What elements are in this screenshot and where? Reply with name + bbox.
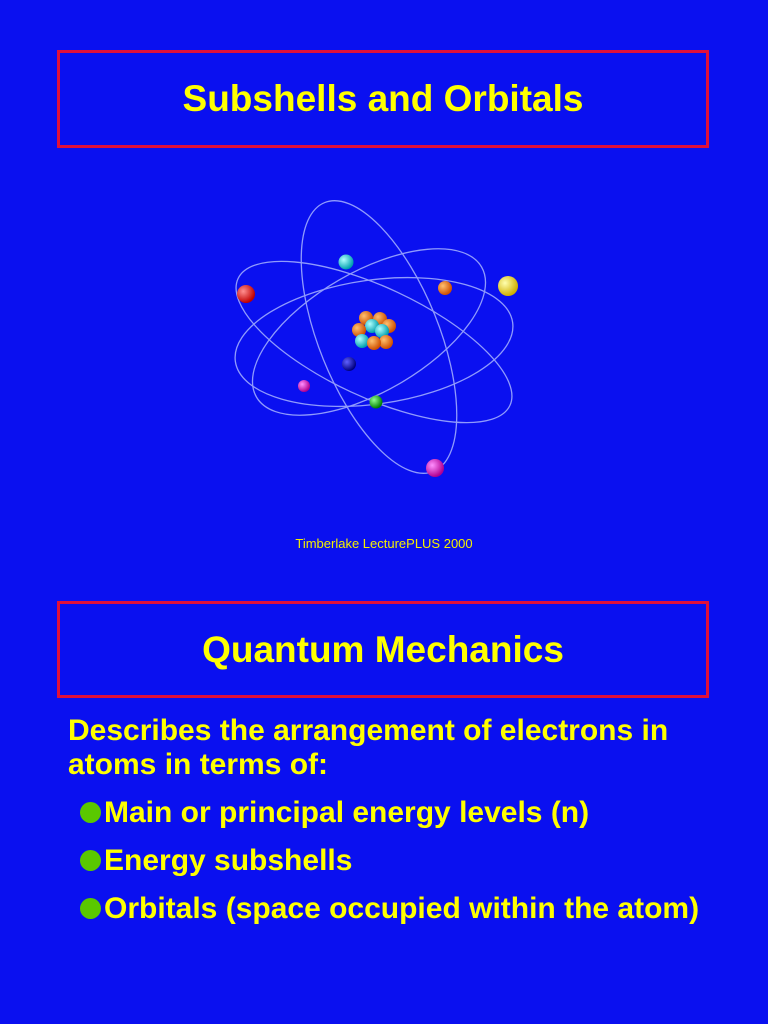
bullet-text: Orbitals (space occupied within the atom)	[104, 892, 700, 925]
list-item	[80, 844, 748, 878]
bullet-text: Energy subshells	[104, 844, 353, 877]
slide-body	[68, 714, 748, 940]
bullet-dot-icon	[80, 850, 101, 871]
bullet-dot-icon	[80, 802, 101, 823]
list-item	[80, 796, 748, 830]
intro-text: Describes the arrangement of electrons in atoms in terms of:	[68, 714, 669, 781]
bullet-list	[68, 796, 748, 926]
slide-title-box	[57, 601, 709, 698]
atom-icon	[224, 192, 544, 492]
slide-title: Quantum Mechanics	[202, 628, 564, 670]
bullet-text: Main or principal energy levels (n)	[104, 796, 590, 829]
slide-title: Subshells and Orbitals	[182, 78, 584, 119]
list-item	[80, 892, 748, 926]
bullet-dot-icon	[80, 898, 101, 919]
credit-line: Timberlake LecturePLUS 2000	[295, 536, 473, 551]
slide-title-box	[57, 50, 709, 148]
